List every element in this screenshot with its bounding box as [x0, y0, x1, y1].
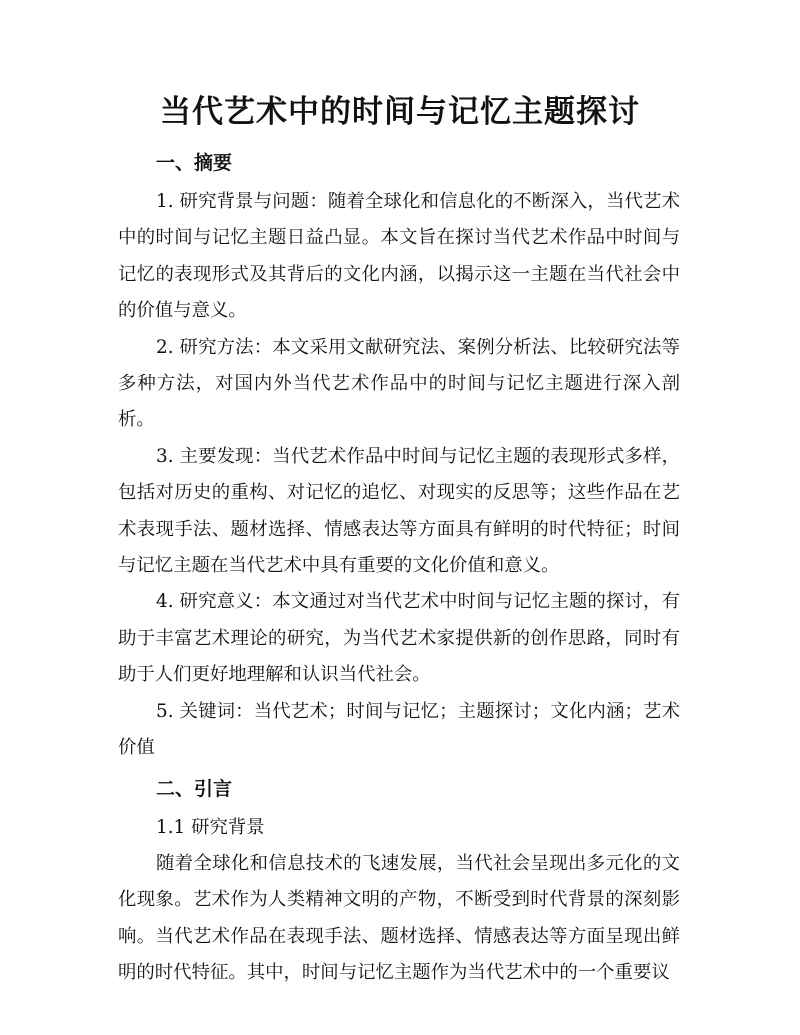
- document-title: 当代艺术中的时间与记忆主题探讨: [160, 94, 640, 130]
- abstract-paragraph-background: 1. 研究背景与问题：随着全球化和信息化的不断深入，当代艺术中的时间与记忆主题日益凸显。本文旨在探讨当代艺术作品中时间与记忆的表现形式及其背后的文化内涵，以揭示这一主题在当代社会中的价值与意义。: [118, 191, 680, 322]
- section-heading-introduction: 二、引言: [156, 777, 233, 800]
- abstract-paragraph-keywords: 5. 关键词：当代艺术；时间与记忆；主题探讨；文化内涵；艺术价值: [118, 700, 680, 759]
- abstract-paragraph-findings: 3. 主要发现：当代艺术作品中时间与记忆主题的表现形式多样，包括对历史的重构、对记忆的追忆、对现实的反思等；这些作品在艺术表现手法、题材选择、情感表达等方面具有鲜明的时代特征；时间与记忆主题在当代艺术中具有重要的文化价值和意义。: [118, 445, 680, 577]
- abstract-paragraph-significance: 4. 研究意义：本文通过对当代艺术中时间与记忆主题的探讨，有助于丰富艺术理论的研究，为当代艺术家提供新的创作思路，同时有助于人们更好地理解和认识当代社会。: [118, 591, 680, 686]
- section-heading-abstract: 一、摘要: [156, 152, 233, 174]
- abstract-paragraph-methods: 2. 研究方法：本文采用文献研究法、案例分析法、比较研究法等多种方法，对国内外当代艺术作品中的时间与记忆主题进行深入剖析。: [118, 336, 680, 431]
- subsection-heading-background: 1.1 研究背景: [156, 816, 265, 838]
- introduction-paragraph: 随着全球化和信息技术的飞速发展，当代社会呈现出多元化的文化现象。艺术作为人类精神文明的产物，不断受到时代背景的深刻影响。当代艺术作品在表现手法、题材选择、情感表达等方面呈现出鲜明的时代特征。其中，时间与记忆主题作为当代艺术中的一个重要议: [118, 852, 680, 984]
- document-body: [118, 147, 680, 992]
